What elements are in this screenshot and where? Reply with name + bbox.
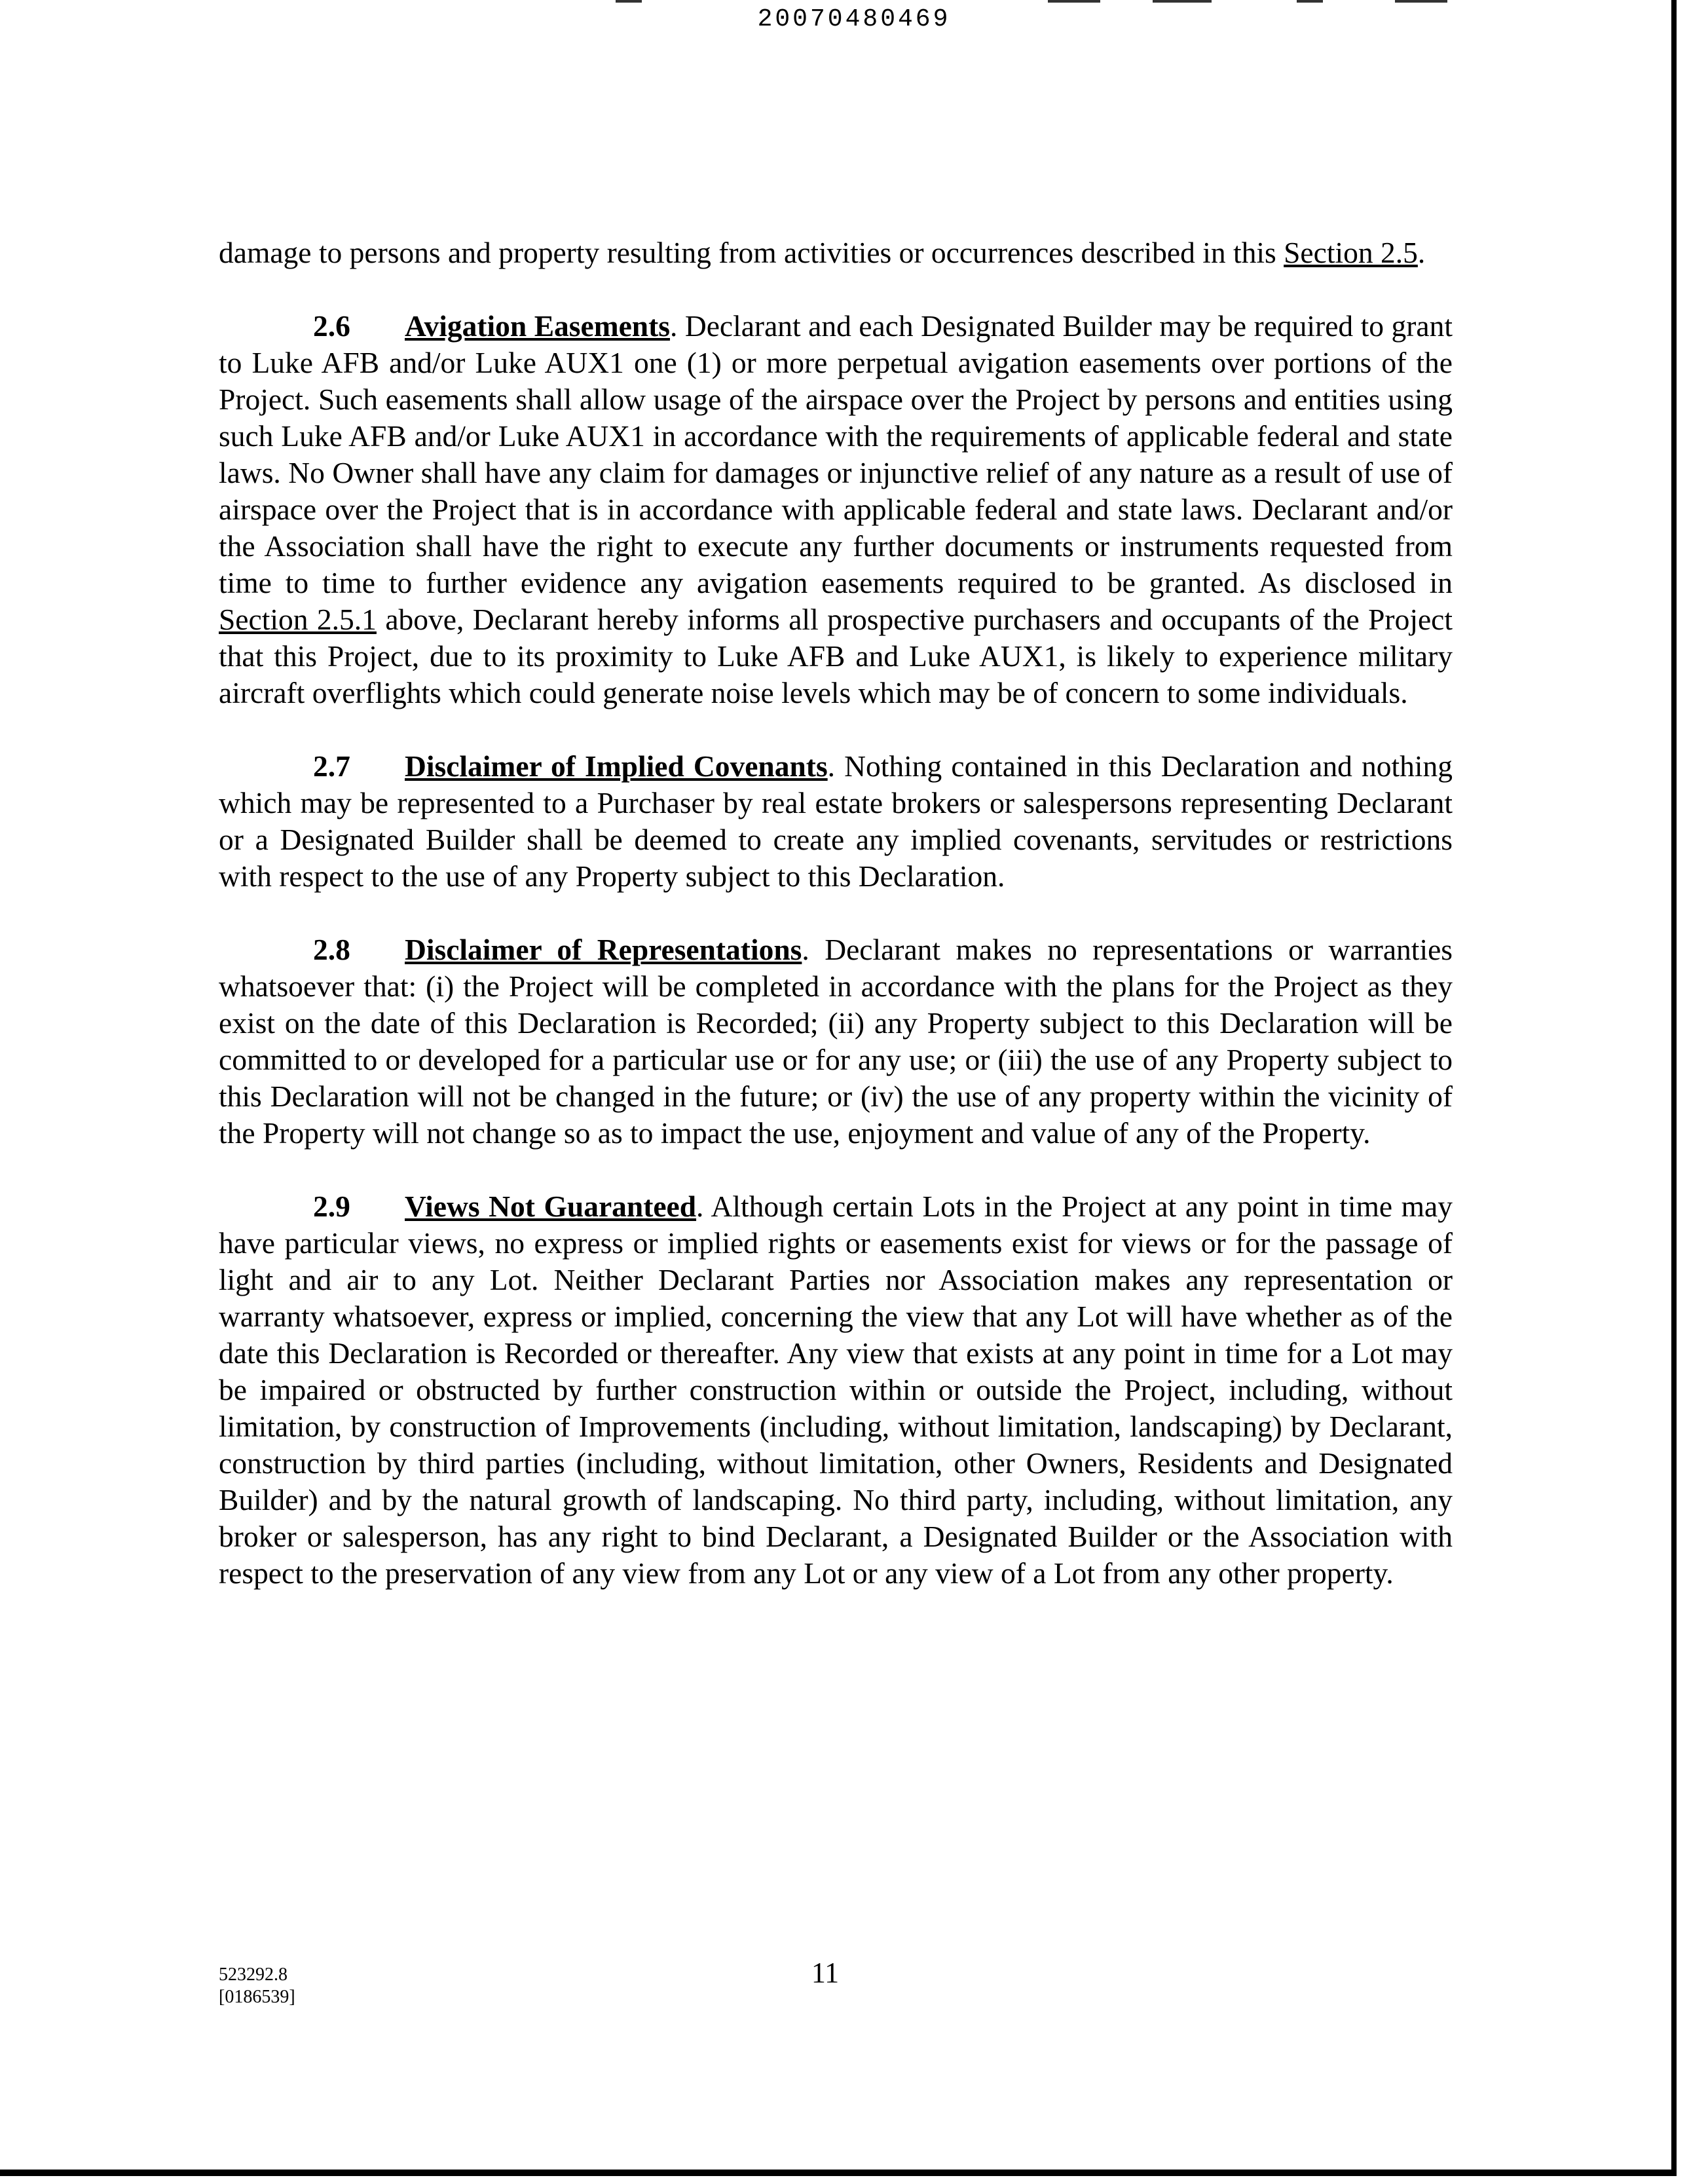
- document-body: [219, 235, 1453, 1628]
- document-id: 523292.8: [219, 1964, 288, 1985]
- scan-border-bottom: [0, 2170, 1677, 2176]
- section-text: . Declarant makes no representations or warranties whatsoever that: (i) the Project will be completed in accordance with the plans for the Project as they exist on the date of this Declaration is Recorded; (ii) any Property subject to this Declaration will be committed to or developed for a particular use or for any use; or (iii) the use of any Property subject to this Declaration will not be changed in the future; or (iv) the use of any property within the vicinity of the Property will not change so as to impact the use, enjoyment and value of any of the Property.: [219, 933, 1453, 1150]
- section-number: 2.9: [313, 1190, 350, 1223]
- recording-number: 20070480469: [757, 5, 951, 33]
- scan-mark: [1297, 0, 1323, 3]
- section-number: 2.6: [313, 309, 350, 343]
- scan-mark: [1048, 0, 1100, 3]
- section-text: . Although certain Lots in the Project at any point in time may have particular views, no express or implied rights or easements exist for views or for the passage of light and air to any Lot. Neither Declarant Parties nor Association makes any representation or warranty whatsoever, express or implied, concerning the view that any Lot will have whether as of the date this Declaration is Recorded or thereafter. Any view that exists at any point in time for a Lot may be impaired or obstructed by further construction within or outside the Project, including, without limitation, by construction of Improvements (including, without limitation, landscaping) by Declarant, construction by third parties (including, without limitation, other Owners, Residents and Designated Builder) and by the natural growth of landscaping. No third party, including, without limitation, any broker or salesperson, has any right to bind Declarant, a Designated Builder or the Association with respect to the preservation of any view from any Lot or any view of a Lot from any other property.: [219, 1190, 1453, 1590]
- scan-mark: [616, 0, 642, 3]
- section-number: 2.8: [313, 933, 350, 966]
- continuation-text: damage to persons and property resulting from activities or occurrences described in this: [219, 236, 1284, 269]
- section-reference: Section 2.5: [1284, 236, 1418, 269]
- section-title: Disclaimer of Implied Covenants: [405, 749, 828, 783]
- continuation-paragraph: [219, 235, 1453, 271]
- scan-mark: [1153, 0, 1212, 3]
- section-2-6: [219, 308, 1453, 711]
- matter-id: [0186539]: [219, 1987, 295, 2007]
- scan-border-right: [1671, 0, 1677, 2176]
- section-2-8: [219, 931, 1453, 1152]
- section-2-7: [219, 748, 1453, 895]
- scan-mark: [1395, 0, 1447, 3]
- section-title: Disclaimer of Representations: [405, 933, 802, 966]
- section-title: Avigation Easements: [405, 309, 670, 343]
- section-text: above, Declarant hereby informs all prospective purchasers and occupants of the Project that this Project, due to its proximity to Luke AFB and Luke AUX1, is likely to experience military aircraft overflights which could generate noise levels which may be of concern to some individuals.: [219, 603, 1453, 709]
- footer-identifiers: [219, 1964, 295, 2008]
- section-title: Views Not Guaranteed: [405, 1190, 697, 1223]
- section-text: . Declarant and each Designated Builder may be required to grant to Luke AFB and/or Luke AUX1 one (1) or more perpetual avigation easements over portions of the Project. Such easements shall allow usage of the airspace over the Project by persons and entities using such Luke AFB and/or Luke AUX1 in accordance with the requirements of applicable federal and state laws. No Owner shall have any claim for damages or injunctive relief of any nature as a result of use of airspace over the Project that is in accordance with applicable federal and state laws. Declarant and/or the Association shall have the right to execute any further documents or instruments requested from time to time to further evidence any avigation easements required to be granted. As disclosed in: [219, 309, 1453, 599]
- section-text: . Nothing contained in this Declaration and nothing which may be represented to a Purchaser by real estate brokers or salespersons representing Declarant or a Designated Builder shall be deemed to create any implied covenants, servitudes or restrictions with respect to the use of any Property subject to this Declaration.: [219, 749, 1453, 893]
- page-number: 11: [811, 1957, 840, 1989]
- section-reference: Section 2.5.1: [219, 603, 377, 636]
- section-2-9: [219, 1188, 1453, 1592]
- section-number: 2.7: [313, 749, 350, 783]
- continuation-end: .: [1417, 236, 1426, 269]
